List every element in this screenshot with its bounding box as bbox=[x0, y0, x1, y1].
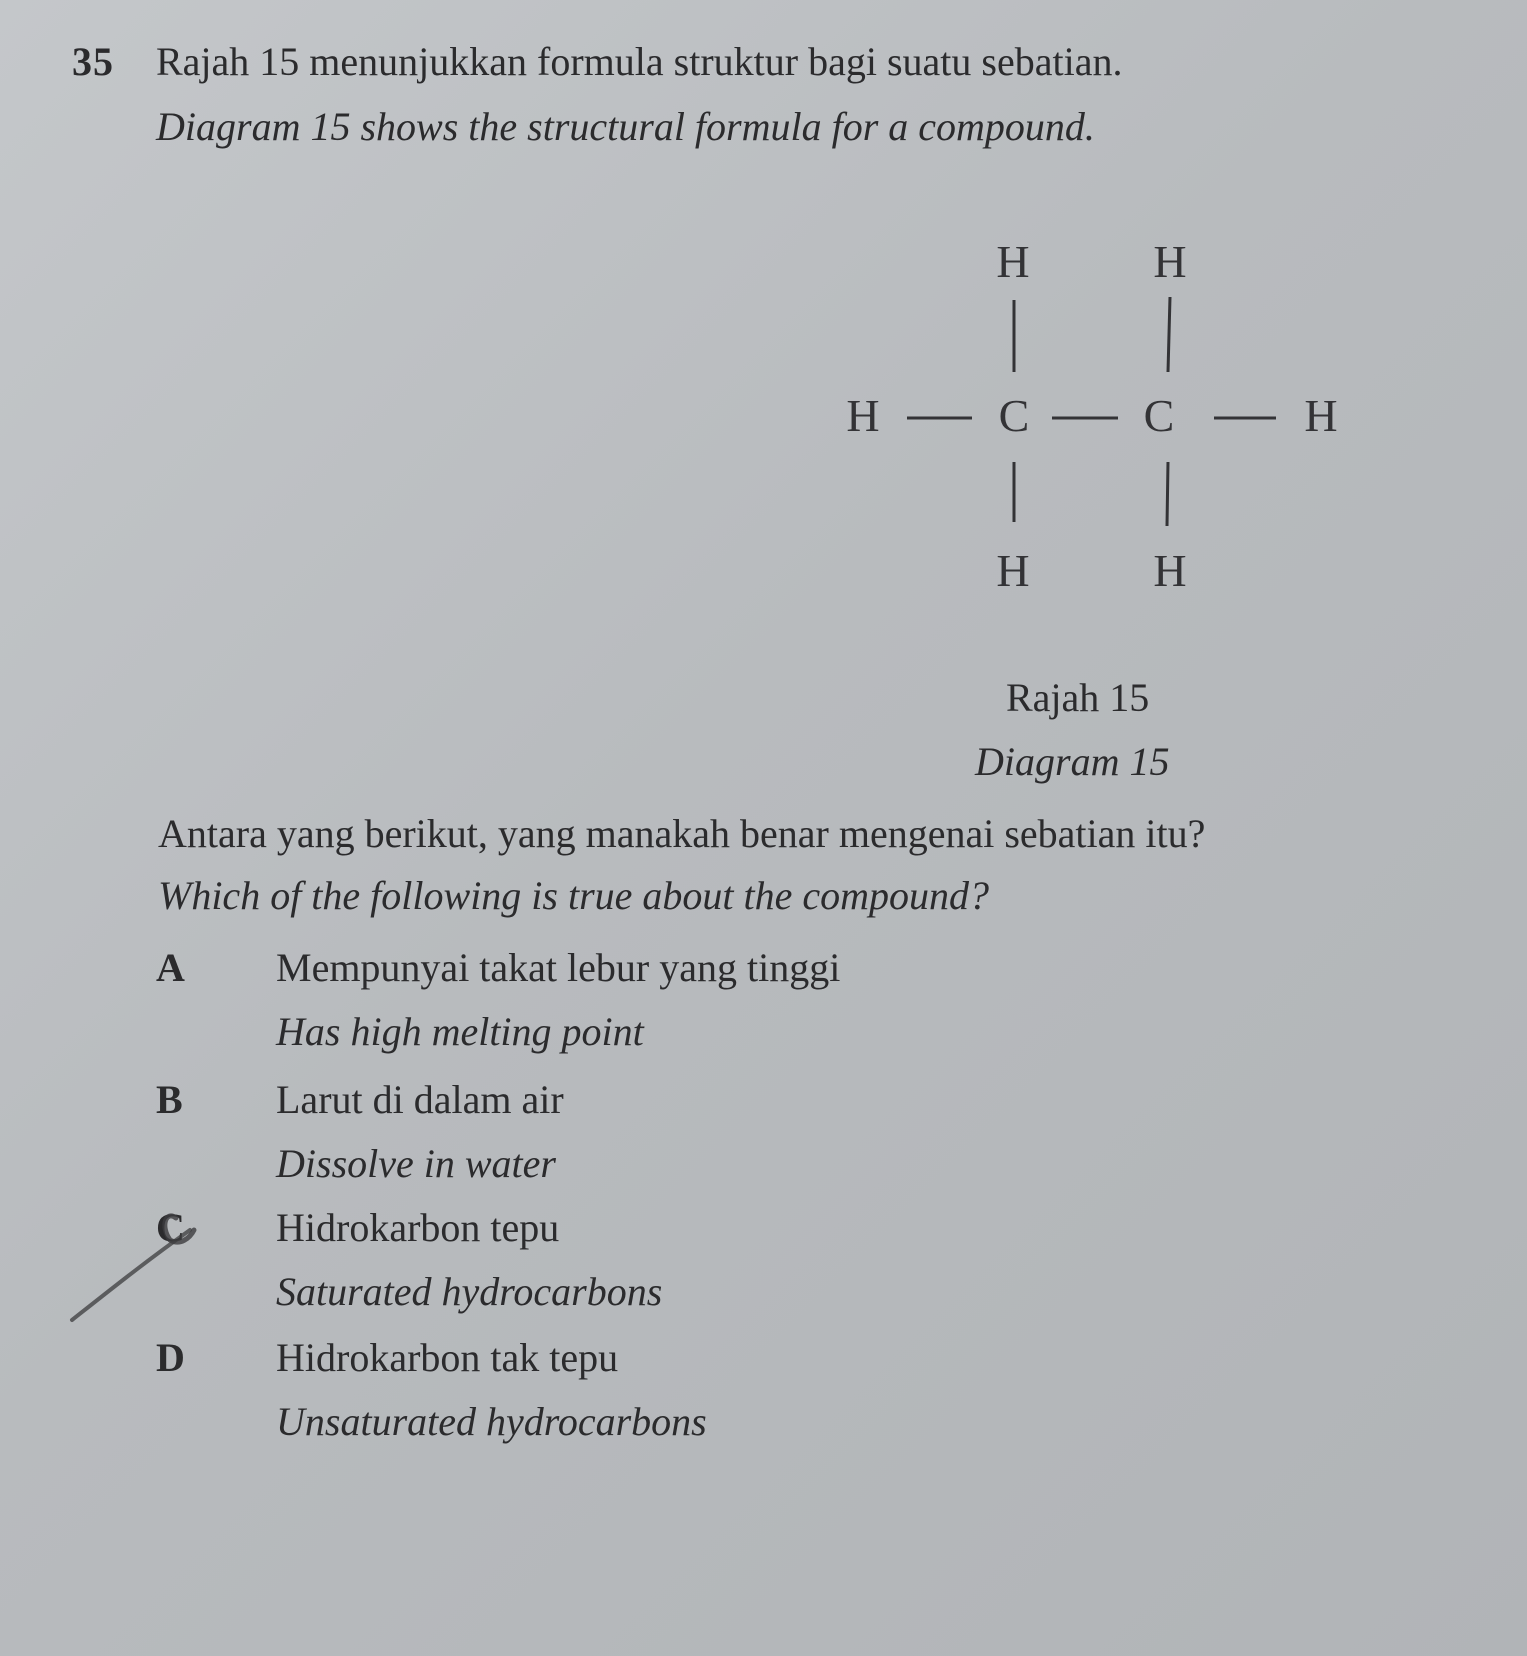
option-letter: A bbox=[156, 945, 185, 990]
option-text-malay: Hidrokarbon tak tepu bbox=[276, 1335, 619, 1380]
option-a[interactable] bbox=[156, 944, 1156, 1074]
option-text-english: Saturated hydrocarbons bbox=[276, 1269, 663, 1314]
atom-right-h: H bbox=[1304, 390, 1338, 441]
option-letter: D bbox=[156, 1335, 185, 1380]
atom-top-right-h: H bbox=[1153, 236, 1187, 287]
atom-left-h: H bbox=[846, 390, 880, 441]
option-c[interactable] bbox=[156, 1204, 1156, 1334]
question-stem-malay: Antara yang berikut, yang manakah benar mengenai sebatian itu? bbox=[158, 811, 1206, 856]
atom-bottom-left-h: H bbox=[996, 545, 1030, 596]
atom-top-left-h: H bbox=[996, 236, 1030, 287]
option-letter: C bbox=[156, 1205, 185, 1250]
diagram-caption-english: Diagram 15 bbox=[975, 739, 1170, 784]
question-stem-english: Which of the following is true about the compound? bbox=[158, 873, 990, 918]
option-text-malay: Mempunyai takat lebur yang tinggi bbox=[276, 945, 841, 990]
option-text-english: Unsaturated hydrocarbons bbox=[276, 1399, 707, 1444]
atom-bottom-right-h: H bbox=[1153, 545, 1187, 596]
option-text-english: Dissolve in water bbox=[276, 1141, 556, 1186]
bond-bottom-right bbox=[1167, 462, 1168, 526]
option-text-malay: Hidrokarbon tepu bbox=[276, 1205, 560, 1250]
option-b[interactable] bbox=[156, 1076, 1156, 1206]
question-text-malay: Rajah 15 menunjukkan formula struktur bagi suatu sebatian. bbox=[156, 39, 1123, 84]
option-text-malay: Larut di dalam air bbox=[276, 1077, 564, 1122]
question-number: 35 bbox=[72, 39, 114, 84]
option-letter: B bbox=[156, 1077, 183, 1122]
question-text-english: Diagram 15 shows the structural formula for a compound. bbox=[156, 104, 1095, 149]
option-d[interactable] bbox=[156, 1334, 1156, 1464]
bond-top-right bbox=[1168, 297, 1170, 372]
diagram-caption-malay: Rajah 15 bbox=[1006, 675, 1150, 720]
option-text-english: Has high melting point bbox=[276, 1009, 644, 1054]
atom-carbon-1: C bbox=[998, 390, 1030, 441]
atom-carbon-2: C bbox=[1143, 390, 1175, 441]
